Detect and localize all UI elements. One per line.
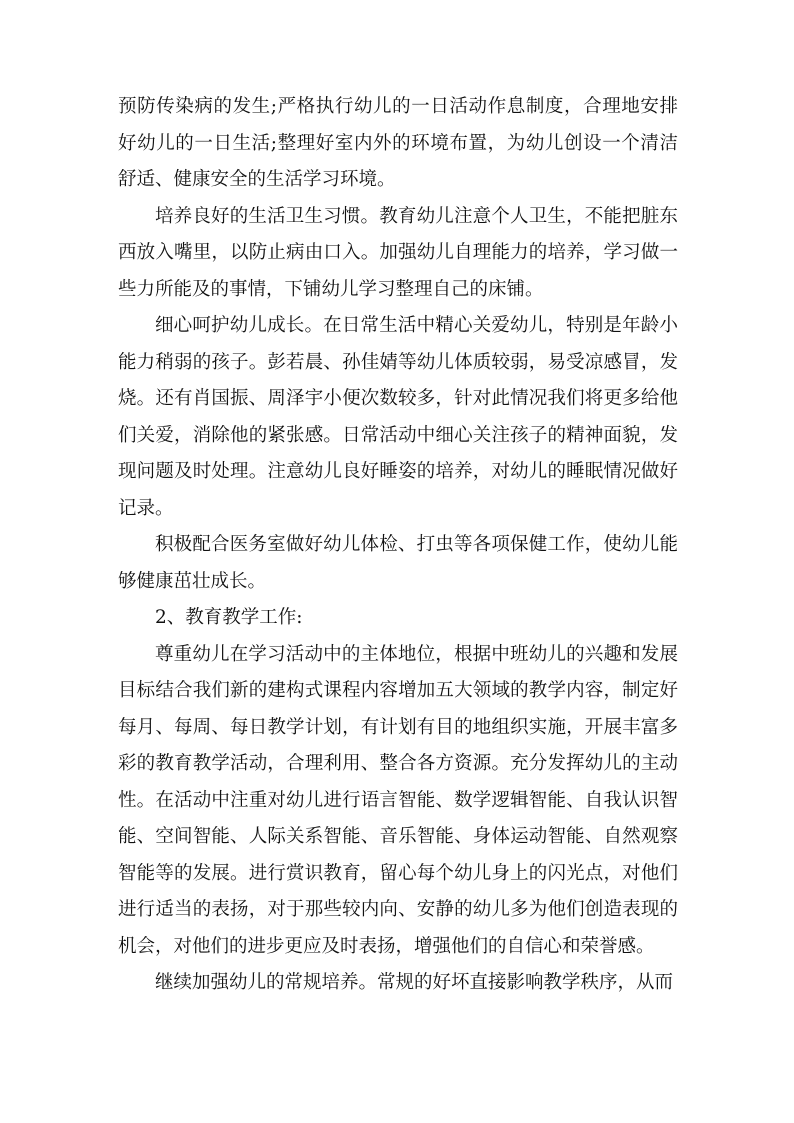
document-body <box>118 89 678 1002</box>
paragraph-teaching-activities: 尊重幼儿在学习活动中的主体地位，根据中班幼儿的兴趣和发展目标结合我们新的建构式课程内容增加五大领域的教学内容，制定好每月、每周、每日教学计划，有计划有目的地组织实施，开展丰富多彩的教育教学活动，合理利用、整合各方资源。充分发挥幼儿的主动性。在活动中注重对幼儿进行语言智能、数学逻辑智能、自我认识智能、空间智能、人际关系智能、音乐智能、身体运动智能、自然观察智能等的发展。进行赏识教育，留心每个幼儿身上的闪光点，对他们进行适当的表扬，对于那些较内向、安静的幼儿多为他们创造表现的机会，对他们的进步更应及时表扬，增强他们的自信心和荣誉感。 <box>118 643 678 957</box>
paragraph-hygiene-habits: 培养良好的生活卫生习惯。教育幼儿注意个人卫生，不能把脏东西放入嘴里，以防止病由口入。加强幼儿自理能力的培养，学习做一些力所能及的事情，下铺幼儿学习整理自己的床铺。 <box>118 205 678 300</box>
paragraph-medical-cooperation: 积极配合医务室做好幼儿体检、打虫等各项保健工作，使幼儿能够健康茁壮成长。 <box>118 534 678 592</box>
section-heading-teaching: 2、教育教学工作: <box>155 607 303 628</box>
paragraph-care-growth: 细心呵护幼儿成长。在日常生活中精心关爱幼儿，特别是年龄小能力稍弱的孩子。彭若晨、孙佳婧等幼儿体质较弱，易受凉感冒，发烧。还有肖国振、周泽宇小便次数较多，针对此情况我们将更多给他们关爱，消除他的紧张感。日常活动中细心关注孩子的精神面貌，发现问题及时处理。注意幼儿良好睡姿的培养，对幼儿的睡眠情况做好记录。 <box>118 315 678 519</box>
paragraph-routine-training: 继续加强幼儿的常规培养。常规的好坏直接影响教学秩序，从而 <box>155 972 674 993</box>
paragraph-health-care-continued: 预防传染病的发生;严格执行幼儿的一日活动作息制度，合理地安排好幼儿的一日生活;整理好室内外的环境布置，为幼儿创设一个清洁舒适、健康安全的生活学习环境。 <box>118 96 678 190</box>
